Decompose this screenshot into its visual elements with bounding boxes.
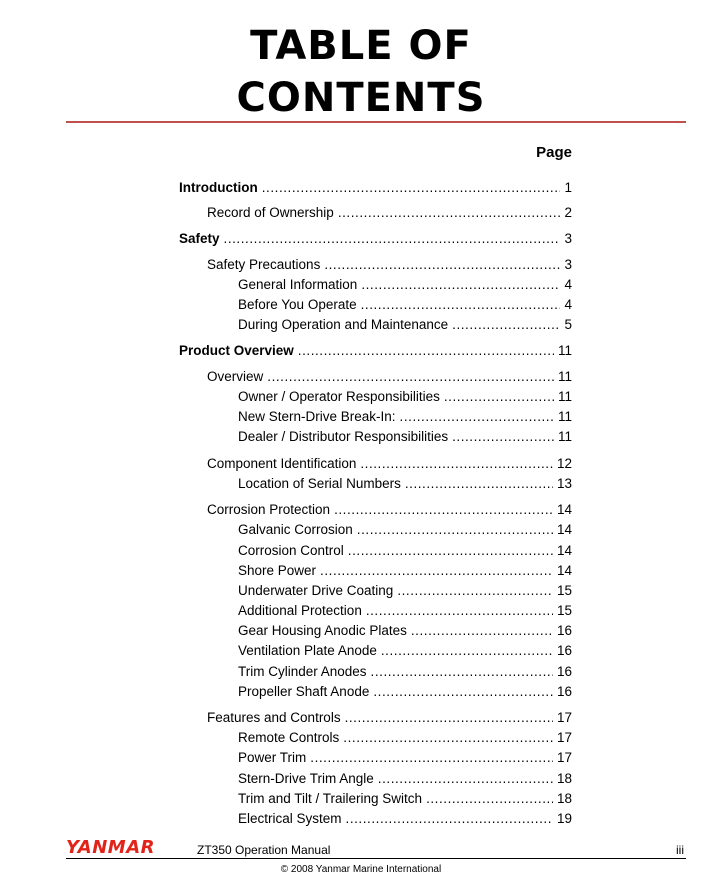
title-line-1: TABLE OF [250,23,472,69]
toc-entry[interactable]: Location of Serial Numbers . . . 13 [238,475,572,493]
toc-entry[interactable]: Shore Power . . . 14 [238,562,572,580]
toc-entry[interactable]: New Stern-Drive Break-In: . . . 11 [238,408,572,426]
toc-entry[interactable]: Underwater Drive Coating . . . 15 [238,582,572,600]
toc-entry[interactable]: During Operation and Maintenance . . . 5 [238,316,572,334]
page-column-header: Page [536,144,572,161]
footer-rule [66,858,686,859]
toc-entry[interactable]: Ventilation Plate Anode . . . 16 [238,642,572,660]
toc-entry[interactable]: Introduction . . . 1 [179,179,572,197]
toc-entry[interactable]: Power Trim . . . 17 [238,749,572,767]
toc-entry[interactable]: General Information . . . 4 [238,276,572,294]
toc-entry[interactable]: Safety Precautions . . . 3 [207,256,572,274]
toc-entry[interactable]: Additional Protection . . . 15 [238,602,572,620]
toc-entry[interactable]: Owner / Operator Responsibilities . . . 11 [238,388,572,406]
toc-entry[interactable]: Component Identification . . . 12 [207,455,572,473]
toc-entry[interactable]: Overview . . . 11 [207,368,572,386]
toc-entry[interactable]: Corrosion Protection . . . 14 [207,501,572,519]
toc-entry[interactable]: Galvanic Corrosion . . . 14 [238,521,572,539]
toc-entry[interactable]: Corrosion Control . . . 14 [238,542,572,560]
toc-entry[interactable]: Product Overview . . . 11 [179,342,572,360]
manual-title: ZT350 Operation Manual [197,843,331,857]
toc-entry[interactable]: Dealer / Distributor Responsibilities . . . 11 [238,428,572,446]
toc-entry[interactable]: Stern-Drive Trim Angle . . . 18 [238,770,572,788]
toc-entry[interactable]: Electrical System . . . 19 [238,810,572,828]
toc-entry[interactable]: Before You Operate . . . 4 [238,296,572,314]
toc-entry[interactable]: Propeller Shaft Anode . . . 16 [238,683,572,701]
yanmar-logo: YANMAR [66,837,156,858]
toc-entry[interactable]: Safety . . . 3 [179,230,572,248]
toc-entry[interactable]: Gear Housing Anodic Plates . . . 16 [238,622,572,640]
copyright: © 2008 Yanmar Marine International [280,864,442,875]
toc-entry[interactable]: Trim Cylinder Anodes . . . 16 [238,663,572,681]
toc-entry[interactable]: Remote Controls . . . 17 [238,729,572,747]
page-number: iii [676,843,684,857]
title-line-2: CONTENTS [236,75,486,121]
toc-entry[interactable]: Trim and Tilt / Trailering Switch . . . 18 [238,790,572,808]
toc-entry[interactable]: Record of Ownership . . . 2 [207,204,572,222]
toc-entry[interactable]: Features and Controls . . . 17 [207,709,572,727]
